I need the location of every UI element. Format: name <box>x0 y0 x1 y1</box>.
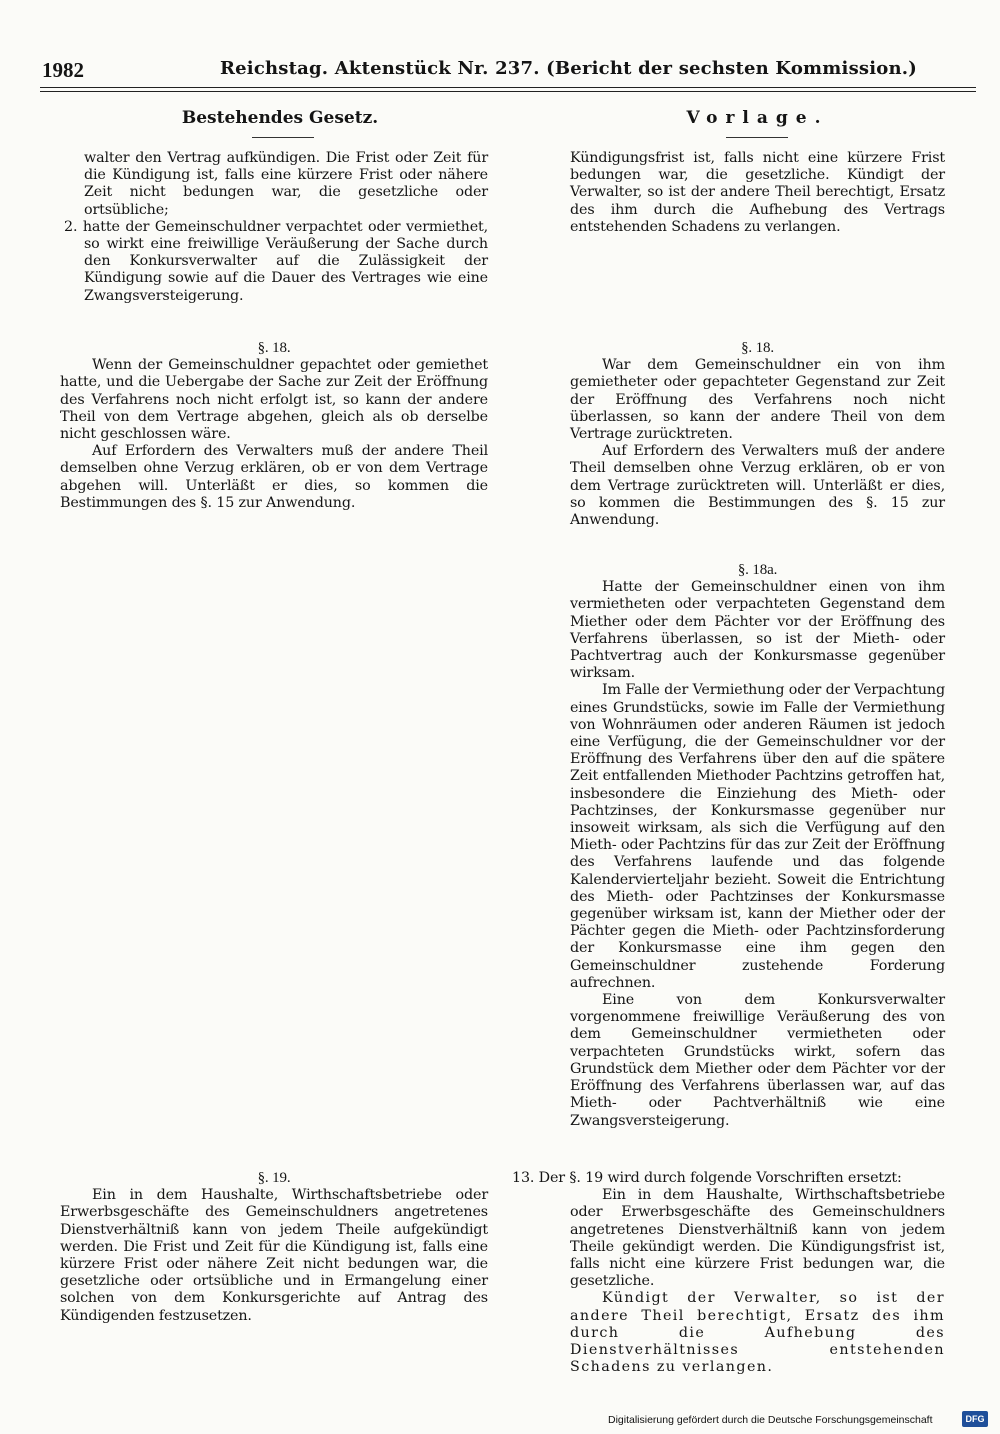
right-section-18a <box>570 562 945 1130</box>
right-section-19 <box>512 1170 945 1376</box>
right-section-19-paragraph-1: Ein in dem Haushalte, Wirthschaftsbetriebe oder Erwerbsgeschäfte des Gemeinschuldners angetretenes Dienstverhältniß kann von jedem Theile gekündigt werden. Die Kündigungsfrist ist, falls nicht eine kürzere Frist bedungen war, die gesetzliche. <box>570 1187 945 1290</box>
digitization-note: Digitalisierung gefördert durch die Deutsche Forschungsgemeinschaft <box>608 1414 933 1426</box>
page-number: 1982 <box>42 58 84 82</box>
left-section-18 <box>60 340 488 512</box>
left-cont-paragraph-1: walter den Vertrag aufkündigen. Die Frist oder Zeit für die Kündigung ist, falls eine kürzere Frist oder nähere Zeit nicht bedungen war, die gesetzliche oder ortsübliche; <box>84 150 488 218</box>
right-section-18a-paragraph-2: Im Falle der Vermiethung oder der Verpachtung eines Grundstücks, sowie im Falle der Vermiethung von Wohnräumen oder anderen Räumen ist jedoch eine Verfügung, die der Gemeinschuldner vor der Eröffnung des Verfahrens über den auf die spätere Zeit entfallenden Miethoder Pachtzins getroffen hat, insbesondere die Einziehung des Mieth- oder Pachtzinses, der Konkursmasse gegenüber nur insoweit wirksam, als sich die Verfügung auf den Mieth- oder Pachtzins für das zur Zeit der Eröffnung des Verfahrens laufende und das folgende Kalendervierteljahr bezieht. Soweit die Entrichtung des Mieth- oder Pachtzinses der Konkursmasse gegenüber wirksam ist, kann der Miether oder der Pächter gegen die Mieth- oder Pachtzinsforderung der Konkursmasse eine ihm gegen den Gemeinschuldner zustehende Forderung aufrechnen. <box>570 682 945 991</box>
left-section-19-paragraph-1: Ein in dem Haushalte, Wirthschaftsbetriebe oder Erwerbsgeschäfte des Gemeinschuldners angetretenes Dienstverhältniß kann von jedem Theile aufgekündigt werden. Die Frist und Zeit für die Kündigung ist, falls eine kürzere Frist oder nähere Zeit nicht bedungen war, die gesetzliche oder ortsübliche und in Ermangelung einer solchen von dem Konkursgerichte auf Antrag des Kündigenden festzusetzen. <box>60 1187 488 1324</box>
running-title: Reichstag. Aktenstück Nr. 237. (Bericht der sechsten Kommission.) <box>220 58 917 79</box>
left-heading-rule <box>252 137 314 138</box>
left-section-18-paragraph-2: Auf Erfordern des Verwalters muß der andere Theil demselben ohne Verzug erklären, ob er von dem Vertrage abgehen will. Unterläßt er dies, so kommen die Bestimmungen des §. 15 zur Anwendung. <box>60 443 488 511</box>
left-section-18-paragraph-1: Wenn der Gemeinschuldner gepachtet oder gemiethet hatte, und die Uebergabe der Sache zur Zeit der Eröffnung des Verfahrens noch nicht erfolgt ist, so kann der andere Theil von dem Vertrage abgehen, gleich als ob derselbe nicht geschlossen wäre. <box>60 357 488 443</box>
right-section-19-intro: 13. Der §. 19 wird durch folgende Vorschriften ersetzt: <box>512 1170 902 1186</box>
left-cont-paragraph-2: 2. hatte der Gemeinschuldner verpachtet oder vermiethet, so wirkt eine freiwillige Veräußerung der Sache durch den Konkursverwalter auf die Zulässigkeit der Kündigung sowie auf die Dauer des Vertrages wie eine Zwangsversteigerung. <box>64 218 488 304</box>
dfg-logo: DFG <box>962 1411 988 1427</box>
left-section-18-heading: §. 18. <box>257 340 291 356</box>
right-cont-paragraph-1: Kündigungsfrist ist, falls nicht eine kürzere Frist bedungen war, die gesetzliche. Kündigt der Verwalter, so ist der andere Theil berechtigt, Ersatz des ihm durch die Aufhebung des Vertrags entstehenden Schadens zu verlangen. <box>570 150 945 235</box>
right-column-heading: Vorlage. <box>686 108 829 128</box>
right-section-18a-paragraph-3: Eine von dem Konkursverwalter vorgenommene freiwillige Veräußerung des von dem Gemeinschuldner vermietheten oder verpachteten Grundstücks wirkt, sofern das Grundstück dem Miether oder dem Pächter vor der Eröffnung des Verfahrens überlassen war, auf das Mieth- oder Pachtverhältniß wie eine Zwangsversteigerung. <box>570 992 945 1129</box>
right-section-18a-paragraph-1: Hatte der Gemeinschuldner einen von ihm vermietheten oder verpachteten Gegenstand dem Miether oder dem Pächter vor der Eröffnung des Verfahrens überlassen, so ist der Mieth- oder Pachtvertrag auch der Konkursmasse gegenüber wirksam. <box>570 579 945 682</box>
right-section-18a-heading: §. 18a. <box>737 562 778 578</box>
left-continuation <box>60 150 488 305</box>
left-section-19-heading: §. 19. <box>257 1170 291 1186</box>
left-section-19 <box>60 1170 488 1325</box>
left-column-heading: Bestehendes Gesetz. <box>181 108 379 128</box>
right-section-18-heading: §. 18. <box>741 340 774 356</box>
right-section-19-paragraph-2: Kündigt der Verwalter, so ist der andere Theil berechtigt, Ersatz des ihm durch die Aufhebung des Dienstverhältnisses entstehenden Schadens zu verlangen. <box>570 1290 945 1376</box>
right-heading-rule <box>726 137 788 138</box>
header-rule-thin <box>40 91 976 92</box>
right-section-18-paragraph-2: Auf Erfordern des Verwalters muß der andere Theil demselben ohne Verzug erklären, ob er von dem Vertrage zurücktreten will. Unterläßt er dies, so kommen die Bestimmungen des §. 15 zur Anwendung. <box>570 443 945 529</box>
right-section-18 <box>570 340 945 529</box>
right-section-18-paragraph-1: War dem Gemeinschuldner ein von ihm gemietheter oder gepachteter Gegenstand zur Zeit der Eröffnung des Verfahrens noch nicht überlassen, so kann der andere Theil von dem Vertrage zurücktreten. <box>570 357 945 443</box>
right-continuation <box>570 150 945 236</box>
header-rule <box>40 87 976 88</box>
